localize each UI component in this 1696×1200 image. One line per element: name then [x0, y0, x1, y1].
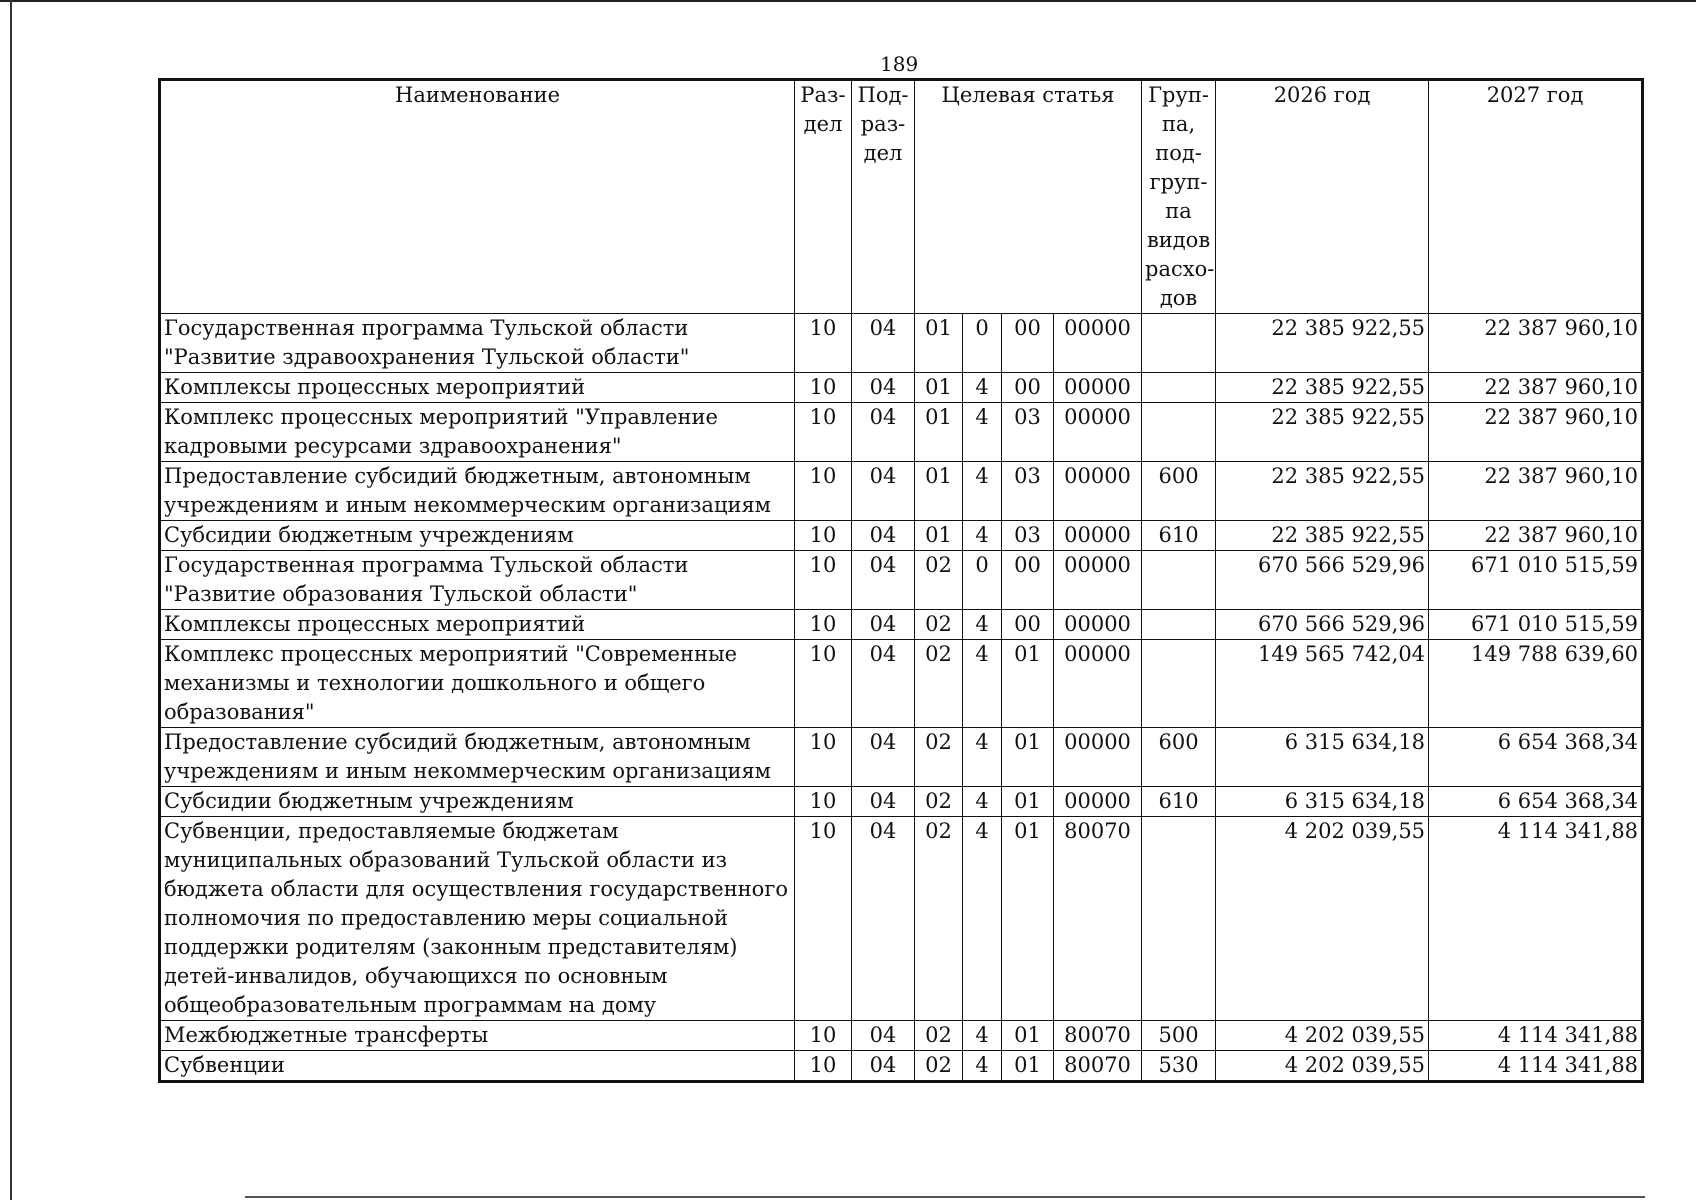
row-subsection: 04 [852, 610, 915, 640]
row-target-type: 4 [963, 1021, 1002, 1051]
row-target-type: 0 [963, 551, 1002, 610]
row-amount-2026: 22 385 922,55 [1216, 403, 1429, 462]
row-name: Субсидии бюджетным учреждениям [160, 521, 795, 551]
row-group: 530 [1142, 1051, 1216, 1082]
row-group: 600 [1142, 462, 1216, 521]
row-target-direction: 00000 [1054, 787, 1142, 817]
row-group [1142, 403, 1216, 462]
table-row [160, 610, 1643, 640]
row-name: Государственная программа Тульской области "Развитие образования Тульской области" [160, 551, 795, 610]
row-amount-2027: 671 010 515,59 [1429, 610, 1643, 640]
row-section: 10 [795, 1051, 852, 1082]
row-section: 10 [795, 551, 852, 610]
row-target-type: 4 [963, 640, 1002, 728]
row-target-program: 01 [915, 403, 963, 462]
row-group [1142, 314, 1216, 373]
row-target-type: 4 [963, 462, 1002, 521]
row-section: 10 [795, 728, 852, 787]
row-target-program: 02 [915, 610, 963, 640]
row-target-type: 4 [963, 1051, 1002, 1082]
row-subsection: 04 [852, 462, 915, 521]
row-name: Комплексы процессных мероприятий [160, 373, 795, 403]
header-group: Груп-па, под-груп-па видов расхо-дов [1142, 80, 1216, 314]
row-name: Субвенции [160, 1051, 795, 1082]
row-target-direction: 80070 [1054, 817, 1142, 1021]
row-target-type: 4 [963, 787, 1002, 817]
row-subsection: 04 [852, 640, 915, 728]
row-subsection: 04 [852, 1051, 915, 1082]
row-amount-2027: 4 114 341,88 [1429, 1051, 1643, 1082]
row-target-complex: 00 [1002, 373, 1054, 403]
row-subsection: 04 [852, 728, 915, 787]
row-group: 500 [1142, 1021, 1216, 1051]
row-group: 600 [1142, 728, 1216, 787]
table-row [160, 462, 1643, 521]
row-target-direction: 00000 [1054, 373, 1142, 403]
row-target-complex: 01 [1002, 1021, 1054, 1051]
row-group [1142, 610, 1216, 640]
row-target-complex: 01 [1002, 817, 1054, 1021]
row-target-complex: 01 [1002, 640, 1054, 728]
row-target-program: 02 [915, 817, 963, 1021]
row-target-direction: 00000 [1054, 610, 1142, 640]
row-section: 10 [795, 462, 852, 521]
table-row [160, 817, 1643, 1021]
row-target-direction: 00000 [1054, 640, 1142, 728]
row-target-program: 02 [915, 1021, 963, 1051]
row-target-program: 01 [915, 314, 963, 373]
row-amount-2026: 22 385 922,55 [1216, 314, 1429, 373]
row-amount-2026: 670 566 529,96 [1216, 610, 1429, 640]
row-target-type: 4 [963, 610, 1002, 640]
row-amount-2026: 22 385 922,55 [1216, 521, 1429, 551]
row-group: 610 [1142, 787, 1216, 817]
row-amount-2026: 22 385 922,55 [1216, 373, 1429, 403]
row-section: 10 [795, 787, 852, 817]
row-target-complex: 01 [1002, 728, 1054, 787]
row-section: 10 [795, 640, 852, 728]
scan-edge-bottom [245, 1196, 1645, 1198]
row-target-complex: 00 [1002, 610, 1054, 640]
row-subsection: 04 [852, 1021, 915, 1051]
row-amount-2027: 22 387 960,10 [1429, 314, 1643, 373]
row-target-direction: 00000 [1054, 403, 1142, 462]
row-name: Субсидии бюджетным учреждениям [160, 787, 795, 817]
row-target-type: 4 [963, 403, 1002, 462]
table-row [160, 787, 1643, 817]
row-target-complex: 01 [1002, 787, 1054, 817]
row-target-program: 02 [915, 551, 963, 610]
row-target-program: 02 [915, 1051, 963, 1082]
row-target-direction: 00000 [1054, 462, 1142, 521]
row-subsection: 04 [852, 521, 915, 551]
row-target-complex: 03 [1002, 462, 1054, 521]
row-target-direction: 80070 [1054, 1051, 1142, 1082]
scan-edge-top [0, 0, 1696, 2]
row-amount-2026: 6 315 634,18 [1216, 728, 1429, 787]
row-target-program: 01 [915, 373, 963, 403]
row-section: 10 [795, 314, 852, 373]
row-section: 10 [795, 521, 852, 551]
row-amount-2027: 4 114 341,88 [1429, 817, 1643, 1021]
row-target-type: 4 [963, 728, 1002, 787]
row-target-program: 02 [915, 640, 963, 728]
row-amount-2027: 22 387 960,10 [1429, 462, 1643, 521]
row-target-direction: 80070 [1054, 1021, 1142, 1051]
row-amount-2026: 149 565 742,04 [1216, 640, 1429, 728]
row-group: 610 [1142, 521, 1216, 551]
table-header-row [160, 80, 1643, 314]
row-amount-2027: 6 654 368,34 [1429, 787, 1643, 817]
header-subsection: Под-раз-дел [852, 80, 915, 314]
row-amount-2026: 4 202 039,55 [1216, 1051, 1429, 1082]
row-amount-2026: 4 202 039,55 [1216, 817, 1429, 1021]
row-section: 10 [795, 373, 852, 403]
row-name: Субвенции, предоставляемые бюджетам муниципальных образований Тульской области из бюджета области для осуществления государственного полномочия по предоставлению меры социальной поддержки родителям (законным представителям) детей-инвалидов, обучающихся по основным общеобразовательным программам на дому [160, 817, 795, 1021]
row-target-complex: 01 [1002, 1051, 1054, 1082]
table-row [160, 1051, 1643, 1082]
row-amount-2027: 22 387 960,10 [1429, 403, 1643, 462]
header-section: Раз-дел [795, 80, 852, 314]
table-row [160, 314, 1643, 373]
table-body [160, 314, 1643, 1082]
budget-table [158, 78, 1644, 1083]
row-subsection: 04 [852, 787, 915, 817]
table-row [160, 640, 1643, 728]
row-section: 10 [795, 817, 852, 1021]
row-target-complex: 03 [1002, 403, 1054, 462]
scan-edge-left [10, 0, 12, 1200]
row-target-direction: 00000 [1054, 728, 1142, 787]
row-subsection: 04 [852, 551, 915, 610]
row-section: 10 [795, 403, 852, 462]
table-row [160, 521, 1643, 551]
table-row [160, 1021, 1643, 1051]
row-target-type: 4 [963, 373, 1002, 403]
row-group [1142, 640, 1216, 728]
row-amount-2027: 149 788 639,60 [1429, 640, 1643, 728]
row-name: Комплексы процессных мероприятий [160, 610, 795, 640]
row-amount-2027: 22 387 960,10 [1429, 373, 1643, 403]
row-group [1142, 817, 1216, 1021]
row-name: Государственная программа Тульской области "Развитие здравоохранения Тульской области" [160, 314, 795, 373]
row-target-direction: 00000 [1054, 551, 1142, 610]
row-name: Межбюджетные трансферты [160, 1021, 795, 1051]
row-subsection: 04 [852, 314, 915, 373]
row-name: Комплекс процессных мероприятий "Современные механизмы и технологии дошкольного и общего образования" [160, 640, 795, 728]
row-section: 10 [795, 1021, 852, 1051]
row-amount-2027: 6 654 368,34 [1429, 728, 1643, 787]
header-2026: 2026 год [1216, 80, 1429, 314]
row-target-program: 02 [915, 787, 963, 817]
table-row [160, 728, 1643, 787]
row-subsection: 04 [852, 373, 915, 403]
row-target-program: 01 [915, 521, 963, 551]
row-target-program: 01 [915, 462, 963, 521]
row-target-complex: 00 [1002, 551, 1054, 610]
row-group [1142, 551, 1216, 610]
table-row [160, 373, 1643, 403]
header-name: Наименование [160, 80, 795, 314]
row-target-type: 4 [963, 521, 1002, 551]
row-amount-2027: 4 114 341,88 [1429, 1021, 1643, 1051]
row-target-type: 4 [963, 817, 1002, 1021]
row-section: 10 [795, 610, 852, 640]
header-target: Целевая статья [915, 80, 1142, 314]
table-row [160, 551, 1643, 610]
table-row [160, 403, 1643, 462]
row-target-complex: 00 [1002, 314, 1054, 373]
row-target-program: 02 [915, 728, 963, 787]
row-amount-2027: 671 010 515,59 [1429, 551, 1643, 610]
page-number: 189 [880, 52, 919, 76]
row-target-direction: 00000 [1054, 314, 1142, 373]
row-target-direction: 00000 [1054, 521, 1142, 551]
row-subsection: 04 [852, 403, 915, 462]
row-amount-2026: 6 315 634,18 [1216, 787, 1429, 817]
row-amount-2026: 4 202 039,55 [1216, 1021, 1429, 1051]
row-amount-2026: 22 385 922,55 [1216, 462, 1429, 521]
header-2027: 2027 год [1429, 80, 1643, 314]
row-name: Предоставление субсидий бюджетным, автономным учреждениям и иным некоммерческим организациям [160, 728, 795, 787]
row-amount-2027: 22 387 960,10 [1429, 521, 1643, 551]
row-subsection: 04 [852, 817, 915, 1021]
row-name: Комплекс процессных мероприятий "Управление кадровыми ресурсами здравоохранения" [160, 403, 795, 462]
row-target-complex: 03 [1002, 521, 1054, 551]
row-name: Предоставление субсидий бюджетным, автономным учреждениям и иным некоммерческим организациям [160, 462, 795, 521]
row-amount-2026: 670 566 529,96 [1216, 551, 1429, 610]
row-target-type: 0 [963, 314, 1002, 373]
row-group [1142, 373, 1216, 403]
